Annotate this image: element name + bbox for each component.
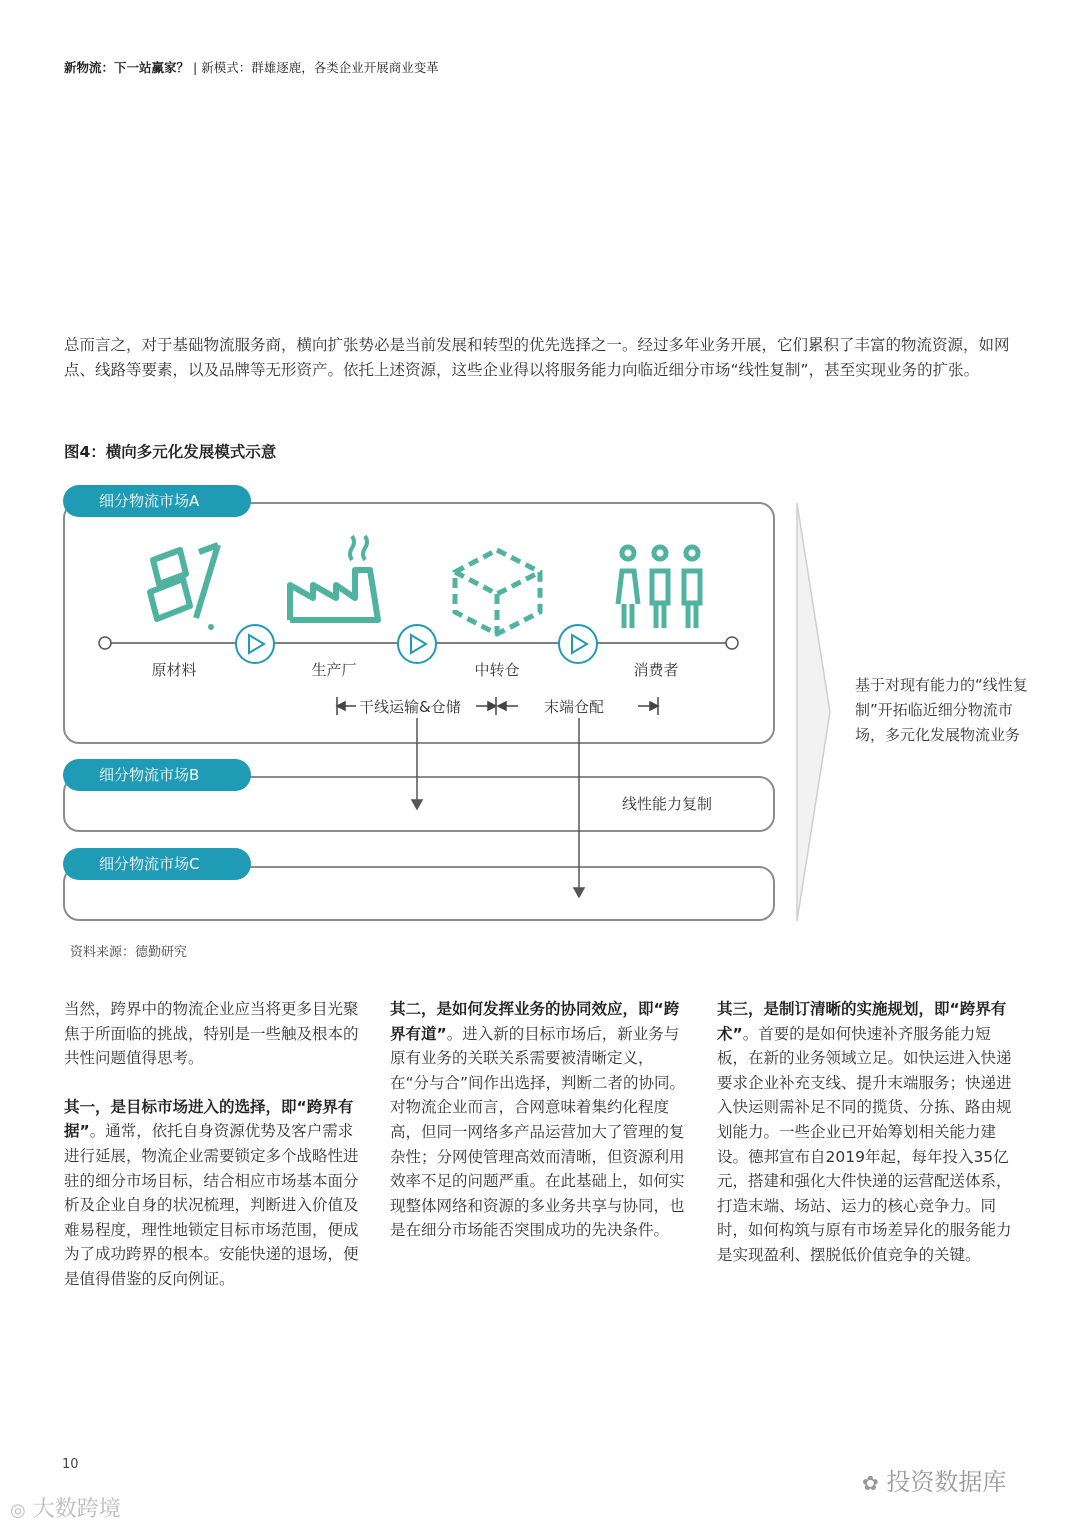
replication-label: 线性能力复制 [622,795,713,813]
market-tab-b: 细分物流市场B [63,759,251,791]
factory-icon [290,536,378,620]
play-icon-3 [559,625,597,663]
play-icon-2 [398,625,436,663]
stage-label-materials: 原材料 [151,661,197,679]
column-1-heading: 其一，是目标市场进入的选择，即“跨界有据” [64,1097,354,1141]
play-icon-1 [236,625,274,663]
intro-paragraph: 总而言之，对于基础物流服务商，横向扩张势必是当前发展和转型的优先选择之一。经过多年业务开展，它们累积了丰富的物流资源，如网点、线路等要素，以及品牌等无形资产。依托上述资源，这些企业得以将服务能力向临近细分市场“线性复制”，甚至实现业务的扩张。 [64,336,1010,379]
figure-side-text: 基于对现有能力的“线性复制”开拓临近细分物流市场，多元化发展物流业务 [855,676,1028,744]
market-tab-a: 细分物流市场A [63,485,251,517]
header-section: 新模式：群雄逐鹿，各类企业开展商业变革 [201,60,439,75]
expand-chevron [797,503,830,921]
watermark-right: ✿ 投资数据库 [862,1468,1007,1496]
header-separator: | [193,60,198,75]
market-tab-c: 细分物流市场C [63,848,251,880]
wechat-icon: ✿ [862,1471,879,1495]
column-3-para-1: 其三，是制订清晰的实施规划，即“跨界有术”。首要的是如何快速补齐服务能力短板，在新的业务领域立足。如快运进入快递要求企业补充支线、提升末端服务；快递进入快运则需补足不同的揽货、分拣、路由规划能力。一些企业已开始筹划相关能力建设。德邦宣布自2019年起，每年投入35亿元，搭建和强化大件快递的运营配送体系，打造末端、场站、运力的核心竞争力。同时，如何构筑与原有市场差异化的服务能力是实现盈利、摆脱低价值竞争的关键。 [717,1000,1012,1264]
consumers-icon [618,547,700,628]
warehouse-cube-icon [455,550,540,634]
segment-label-last-mile: 末端仓配 [544,698,605,716]
figure-title: 图4：横向多元化发展模式示意 [64,443,277,461]
page-number: 10 [62,1457,79,1472]
column-2 [390,997,690,1267]
column-1-para-1: 当然，跨界中的物流企业应当将更多目光聚焦于所面临的挑战，特别是一些触及根本的共性问题值得思考。 [64,1000,359,1068]
stage-label-warehouse: 中转仓 [474,661,520,679]
column-3-heading: 其三，是制订清晰的实施规划，即“跨界有术” [717,1000,1007,1043]
column-2-heading: 其二，是如何发挥业务的协同效应，即“跨界有道” [390,1000,680,1043]
replication-arrows [412,718,584,897]
column-2-para-1: 其二，是如何发挥业务的协同效应，即“跨界有道”。进入新的目标市场后，新业务与原有业务的关联关系需要被清晰定义，在“分与合”间作出选择，判断二者的协同。对物流企业而言，合网意味着集约化程度高，但同一网络多产品运营加大了管理的复杂性；分网使管理高效而清晰，但资源利用效率不足的问题严重。在此基础上，如何实现整体网络和资源的多业务共享与协同，也是在细分市场能否突围成功的先决条件。 [390,1000,686,1240]
materials-icon [150,545,218,630]
header-title: 新物流：下一站赢家？ [64,60,190,75]
stage-label-factory: 生产厂 [311,661,357,679]
figure-source: 资料来源：德勤研究 [70,945,188,960]
column-3 [717,997,1017,1292]
column-1-para-2: 其一，是目标市场进入的选择，即“跨界有据”。通常，依托自身资源优势及客户需求进行延展，物流企业需要锁定多个战略性进驻的细分市场目标，结合相应市场基本面分析及企业自身的状况梳理，判断进入价值及难易程度，理性地锁定目标市场范围，便成为了成功跨界的根本。安能快递的退场，便是值得借鉴的反向例证。 [64,1097,359,1288]
line-start-node [99,637,111,649]
segment-label-trunk: 干线运输&仓储 [359,698,461,716]
line-end-node [726,637,738,649]
watermark-left: ◎ 大数跨境 [10,1497,121,1522]
logo-icon: ◎ [10,1500,26,1521]
column-1 [64,997,364,1316]
stage-label-consumers: 消费者 [633,661,679,679]
